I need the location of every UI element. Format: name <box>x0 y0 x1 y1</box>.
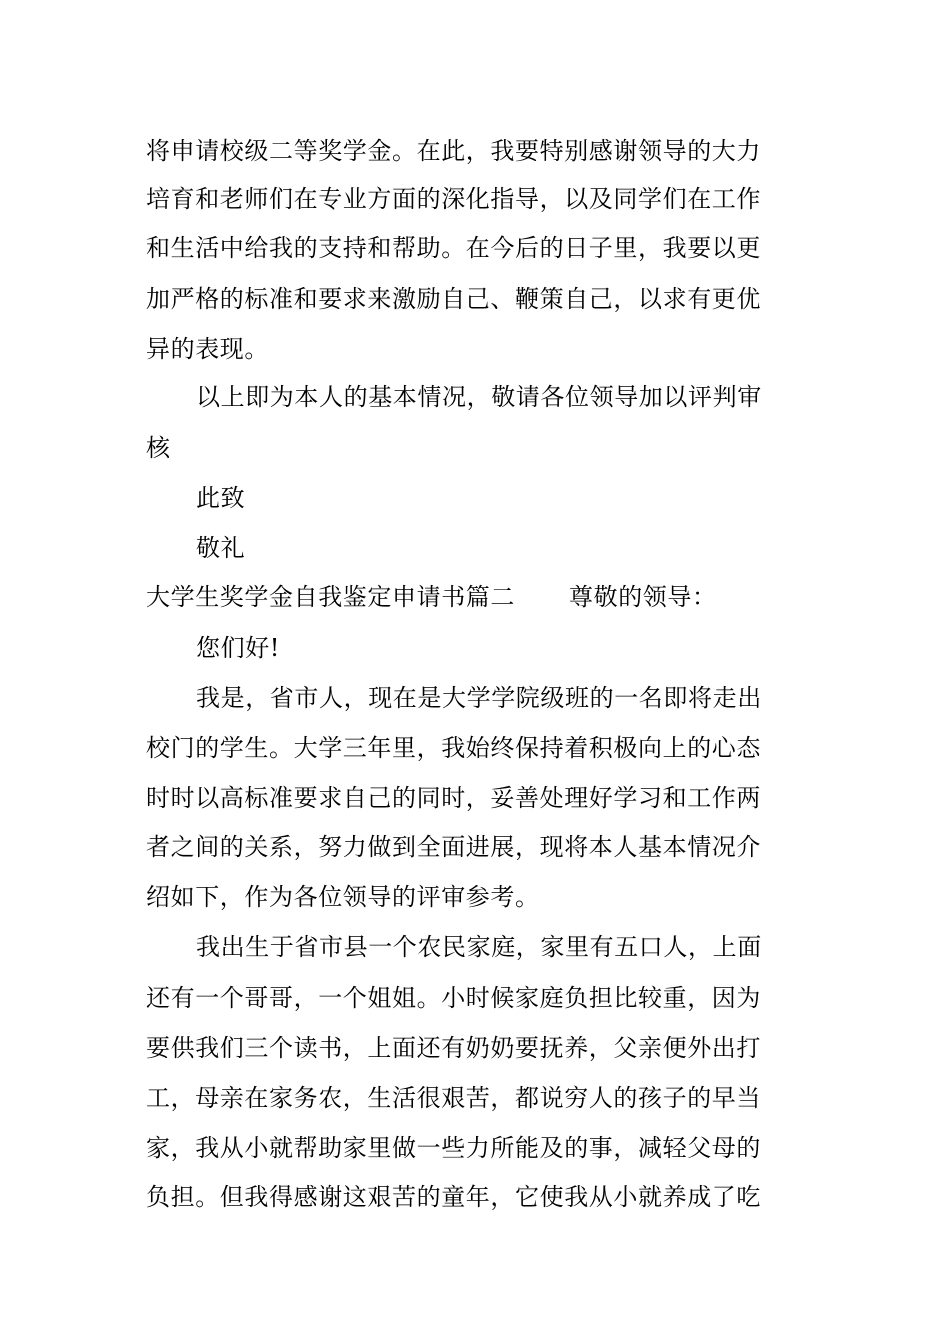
paragraph-1-line-3: 和生活中给我的支持和帮助。在今后的日子里，我要以更 <box>146 234 761 262</box>
paragraph-3-line-4: 者之间的关系，努力做到全面进展，现将本人基本情况介 <box>146 833 761 861</box>
closing-jing-li: 敬礼 <box>196 534 246 562</box>
paragraph-4-line-1: 我出生于省市县一个农民家庭，家里有五口人，上面 <box>196 933 762 961</box>
paragraph-1-line-4: 加严格的标准和要求来激励自己、鞭策自己，以求有更优 <box>146 285 761 313</box>
paragraph-1-line-1: 将申请校级二等奖学金。在此，我要特别感谢领导的大力 <box>146 137 761 165</box>
paragraph-3-line-1: 我是，省市人，现在是大学学院级班的一名即将走出 <box>196 684 762 712</box>
paragraph-3-line-2: 校门的学生。大学三年里，我始终保持着积极向上的心态 <box>146 734 761 762</box>
section-heading: 大学生奖学金自我鉴定申请书篇二 <box>146 583 515 611</box>
section-heading-line <box>146 582 816 612</box>
paragraph-4-line-3: 要供我们三个读书，上面还有奶奶要抚养，父亲便外出打 <box>146 1034 761 1062</box>
paragraph-4-line-2: 还有一个哥哥，一个姐姐。小时候家庭负担比较重，因为 <box>146 984 761 1012</box>
paragraph-4-line-6: 负担。但我得感谢这艰苦的童年，它使我从小就养成了吃 <box>146 1183 761 1211</box>
paragraph-4-line-4: 工，母亲在家务农，生活很艰苦，都说穷人的孩子的早当 <box>146 1084 761 1112</box>
salutation: 尊敬的领导： <box>569 583 717 611</box>
paragraph-4-line-5: 家，我从小就帮助家里做一些力所能及的事，减轻父母的 <box>146 1134 761 1162</box>
closing-ci-zhi: 此致 <box>196 484 246 512</box>
paragraph-1-line-5: 异的表现。 <box>146 335 269 363</box>
paragraph-2-line-1: 以上即为本人的基本情况，敬请各位领导加以评判审 <box>196 383 762 411</box>
paragraph-1-line-2: 培育和老师们在专业方面的深化指导，以及同学们在工作 <box>146 185 761 213</box>
paragraph-2-line-2: 核 <box>146 434 171 462</box>
greeting: 您们好! <box>196 634 281 662</box>
paragraph-3-line-3: 时时以高标准要求自己的同时，妥善处理好学习和工作两 <box>146 784 761 812</box>
paragraph-3-line-5: 绍如下，作为各位领导的评审参考。 <box>146 883 540 911</box>
